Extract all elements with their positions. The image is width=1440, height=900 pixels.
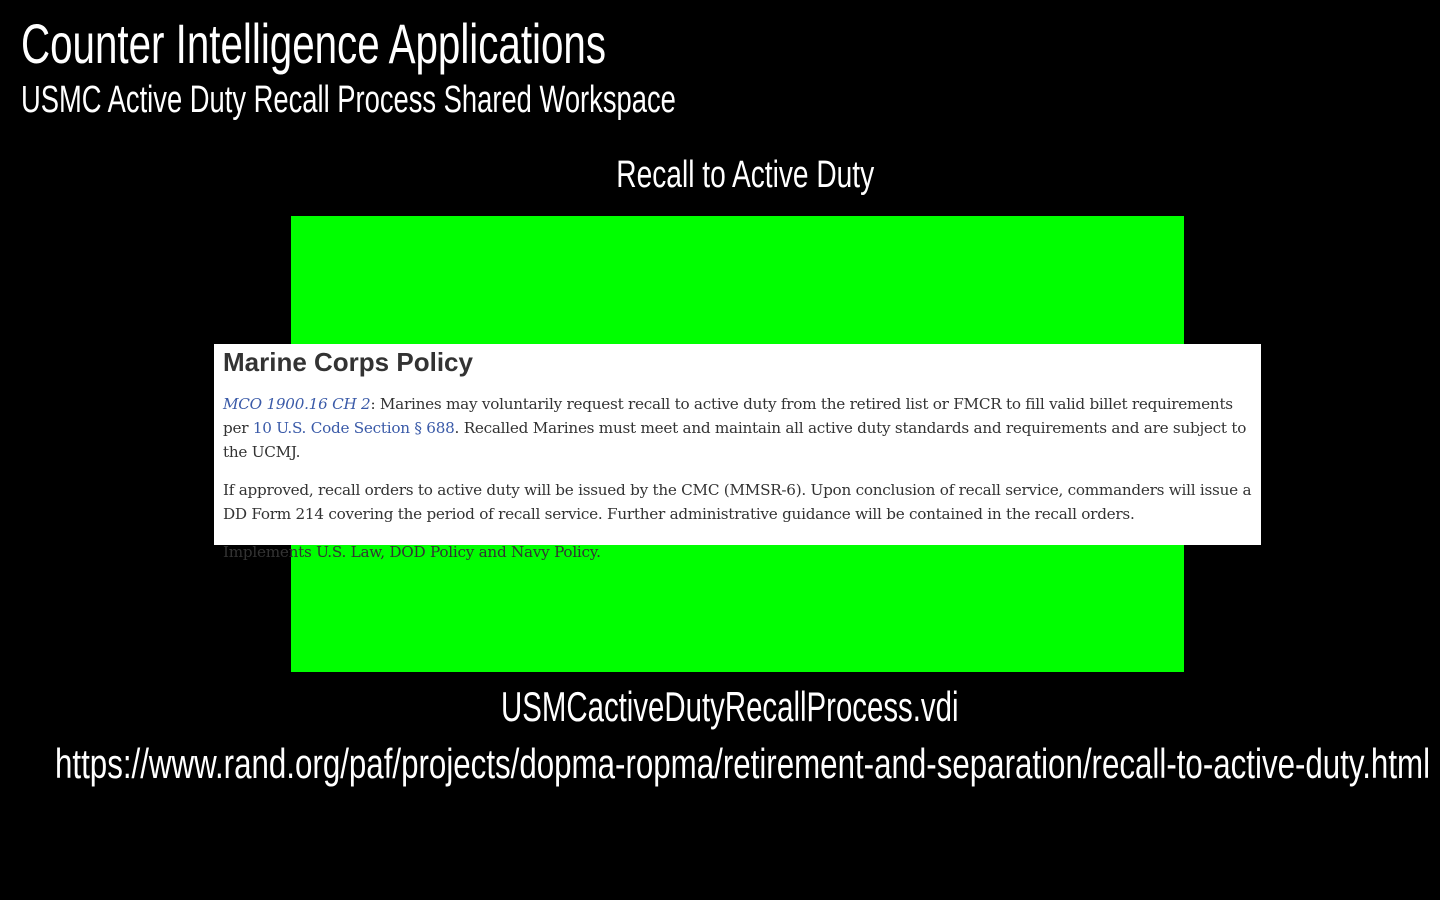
file-name — [0, 683, 1440, 731]
mco-link[interactable]: MCO 1900.16 CH 2 — [223, 395, 371, 413]
app-subtitle: USMC Active Duty Recall Process Shared Workspace — [21, 79, 676, 121]
section-heading-text: Recall to Active Duty — [616, 154, 874, 196]
policy-card — [214, 344, 1261, 561]
app-title: Counter Intelligence Applications — [21, 12, 607, 75]
policy-paragraph-3: Implements U.S. Law, DOD Policy and Navy Policy. — [223, 543, 601, 561]
policy-paragraph-1 — [223, 392, 1252, 464]
policy-paragraph-1-text-b: . Recalled Marines must meet and maintain all active duty standards and requirements and are subject to the UCMJ. — [223, 419, 1247, 461]
policy-heading: Marine Corps Policy — [223, 347, 473, 377]
source-url[interactable]: https://www.rand.org/paf/projects/dopma-ropma/retirement-and-separation/recall-to-active-duty.html — [55, 740, 1431, 787]
file-name-text: USMCactiveDutyRecallProcess.vdi — [501, 683, 959, 730]
policy-paragraph-2: If approved, recall orders to active duty will be issued by the CMC (MMSR-6). Upon conclusion of recall service, commanders will issue a DD Form 214 covering the period of recall service. Further administrative guidance will be contained in the recall orders. — [223, 481, 1252, 523]
section-heading — [0, 152, 1440, 198]
policy-paragraph-1-text-a: : Marines may voluntarily request recall to active duty from the retired list or FMCR to fill valid billet requirements per — [223, 395, 1233, 437]
us-code-link[interactable]: 10 U.S. Code Section § 688 — [252, 419, 455, 437]
